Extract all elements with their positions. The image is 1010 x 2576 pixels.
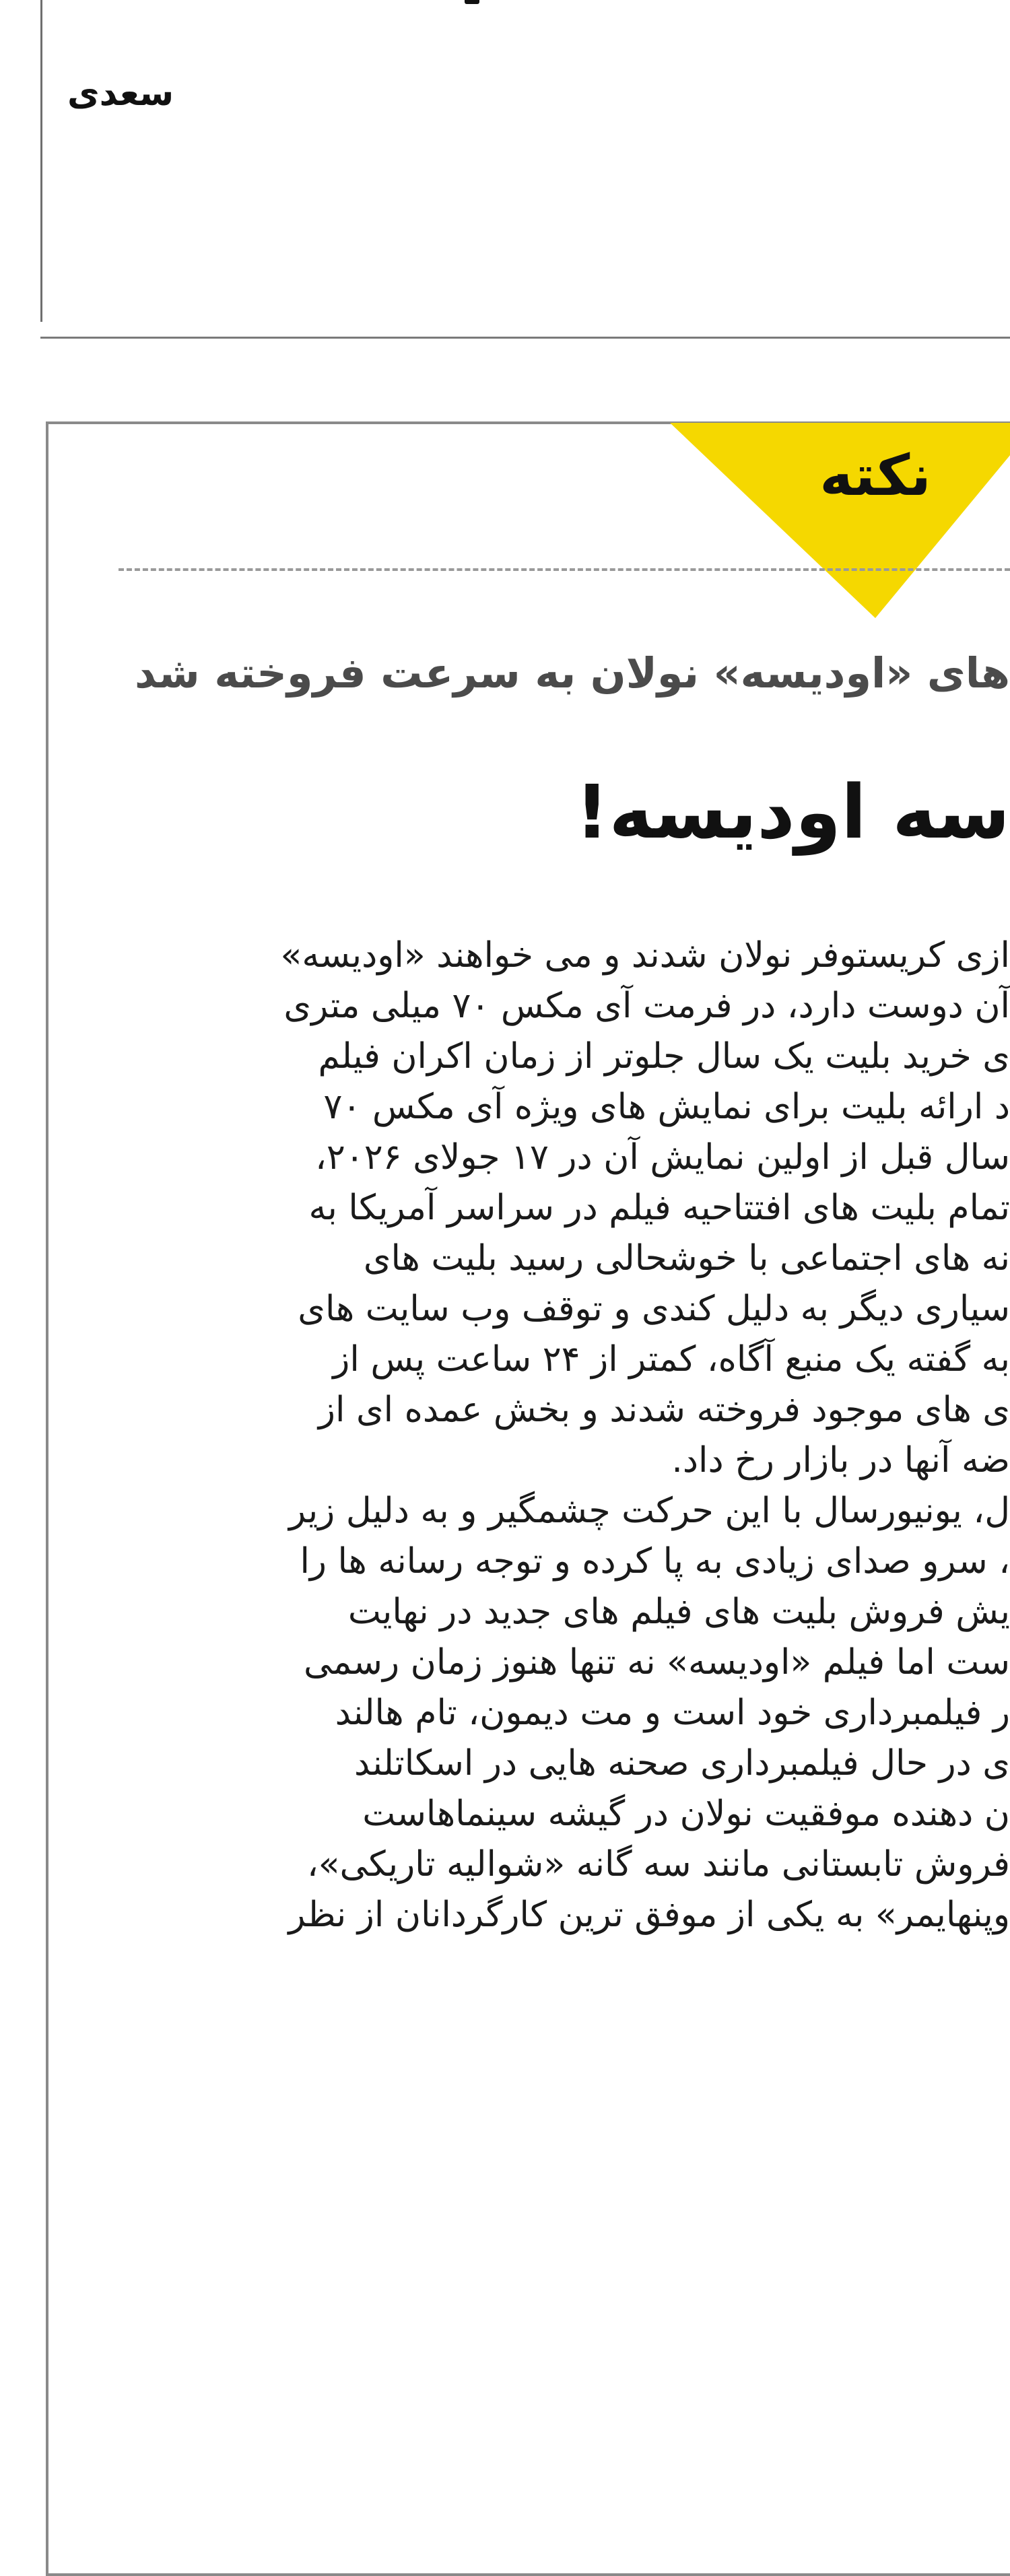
body-line: یش فروش بلیت های فیلم های جدید در نهایت	[347, 1592, 1010, 1632]
author-signature: سعدی	[67, 73, 174, 114]
body-line: د ارائه بلیت برای نمایش های ویژه آی مکس ۷۰	[323, 1087, 1010, 1127]
body-line: ن دهنده موفقیت نولان در گیشه سینماهاست	[362, 1794, 1010, 1834]
body-line: ، سرو صدای زیادی به پا کرده و توجه رسانه ها را	[300, 1541, 1010, 1582]
body-line: ر فیلمبرداری خود است و مت دیمون، تام هالند	[335, 1693, 1010, 1733]
body-line: به گفته یک منبع آگاه، کمتر از ۲۴ ساعت پس از	[333, 1339, 1010, 1380]
body-line: ی های موجود فروخته شدند و بخش عمده ای از	[318, 1390, 1010, 1430]
dashed-separator	[119, 568, 1010, 571]
body-line: سال قبل از اولین نمایش آن در ۱۷ جولای ۲۰۲۶،	[315, 1137, 1010, 1178]
article-headline: سه اودیسه!	[575, 769, 1010, 855]
body-line: تمام بلیت های افتتاحیه فیلم در سراسر آمریکا به	[308, 1188, 1010, 1228]
section-divider	[40, 337, 1010, 339]
body-line: نه های اجتماعی با خوشحالی رسید بلیت های	[363, 1238, 1010, 1279]
article-body	[47, 930, 1010, 1940]
top-column-rule	[40, 0, 42, 322]
body-line: وپنهایمر» به یکی از موفق ترین کارگردانان از نظر	[288, 1895, 1010, 1935]
top-edge-mark	[465, 0, 479, 4]
body-line: ی در حال فیلمبرداری صحنه هایی در اسکاتلند	[354, 1743, 1010, 1784]
body-line: فروش تابستانی مانند سه گانه «شوالیه تاریکی»،	[306, 1844, 1010, 1885]
note-badge	[670, 423, 1010, 618]
article-kicker: های «اودیسه» نولان به سرعت فروخته شد	[134, 648, 1010, 698]
body-line: ازی کریستوفر نولان شدند و می خواهند «اودیسه»	[280, 935, 1010, 976]
body-line: سیاری دیگر به دلیل کندی و توقف وب سایت های	[298, 1289, 1010, 1329]
body-line: ضه آنها در بازار رخ داد.	[671, 1440, 1010, 1481]
body-line: آن دوست دارد، در فرمت آی مکس ۷۰ میلی متری	[283, 986, 1010, 1026]
body-line: ست اما فیلم «اودیسه» نه تنها هنوز زمان رسمی	[304, 1642, 1010, 1683]
body-line: ل، یونیورسال با این حرکت چشمگیر و به دلیل زیر	[289, 1491, 1010, 1531]
body-line: ی خرید بلیت یک سال جلوتر از زمان اکران فیلم	[318, 1036, 1010, 1077]
note-badge-label: نکته	[819, 442, 931, 508]
